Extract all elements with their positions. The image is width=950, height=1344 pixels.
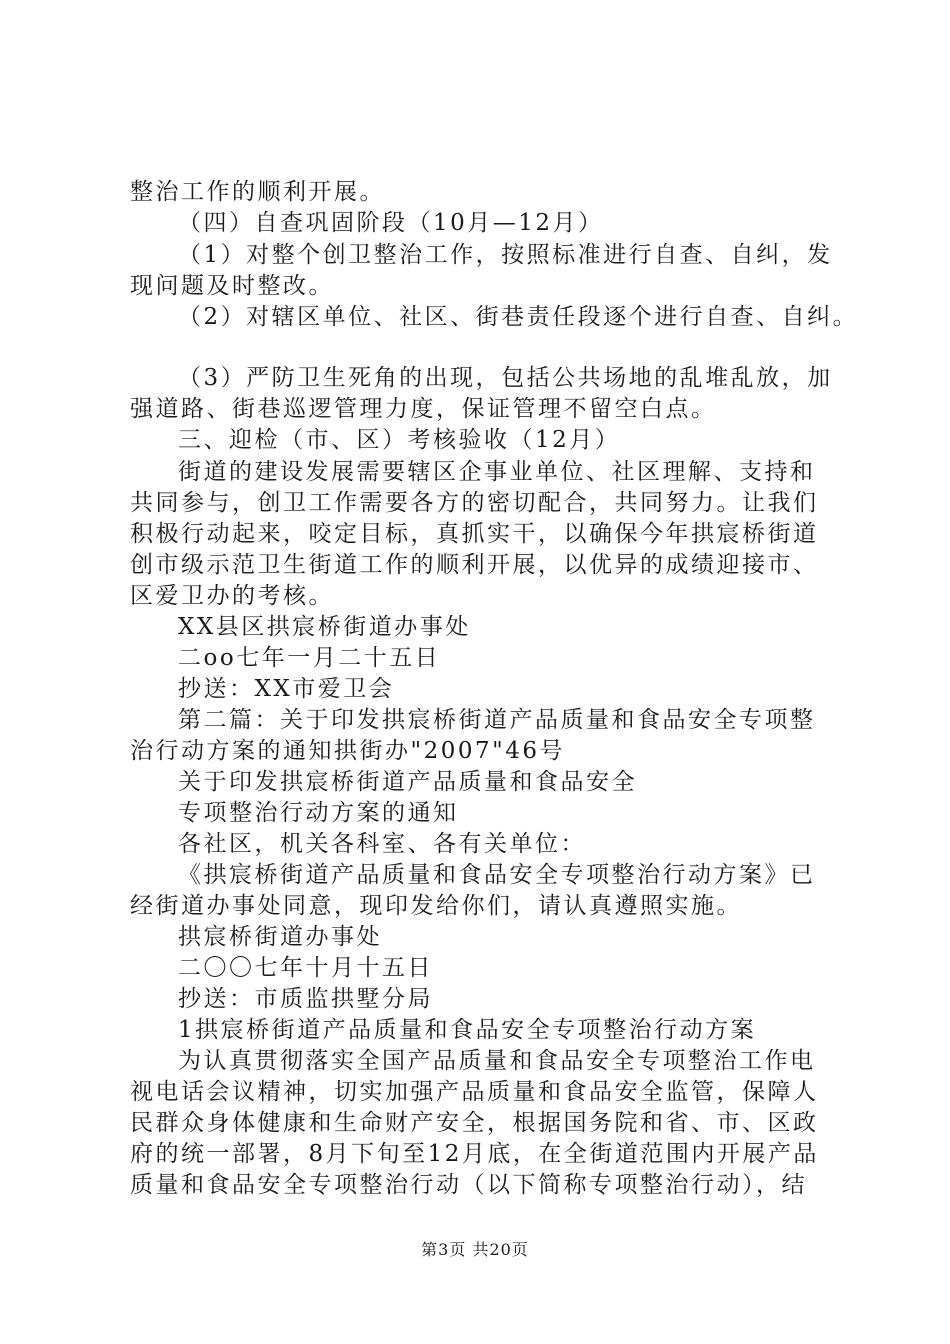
chapter-title: 第二篇：关于印发拱宸桥街道产品质量和食品安全专项整 (178, 707, 816, 733)
signature-org: 拱宸桥街道办事处 (178, 924, 382, 950)
section-heading: 三、迎检（市、区）考核验收（12月） (178, 427, 621, 453)
text-line: 现问题及时整改。 (130, 273, 334, 299)
text-line: 经街道办事处同意，现印发给你们，请认真遵照实施。 (130, 893, 742, 919)
addressee-line: 各社区，机关各科室、各有关单位： (178, 831, 586, 857)
notice-title: 专项整治行动方案的通知 (178, 800, 459, 826)
text-line: 为认真贯彻落实全国产品质量和食品安全专项整治工作电 (178, 1048, 816, 1074)
signature-date: 二〇〇七年十月十五日 (178, 955, 433, 981)
section-heading: （四）自查巩固阶段（10月—12月） (178, 210, 604, 236)
text-line: 共同参与，创卫工作需要各方的密切配合，共同努力。让我们 (130, 490, 819, 516)
signature-date: 二oo七年一月二十五日 (178, 645, 441, 671)
text-line: 街道的建设发展需要辖区企事业单位、社区理解、支持和 (178, 459, 816, 485)
plan-title: 1拱宸桥街道产品质量和食品安全专项整治行动方案 (178, 1017, 757, 1043)
text-line: （1）对整个创卫整治工作，按照标准进行自查、自纠，发 (178, 242, 833, 268)
cc-line: 抄送：XX市爱卫会 (178, 676, 395, 702)
chapter-title: 治行动方案的通知拱街办"2007"46号 (130, 738, 565, 764)
text-line: 视电话会议精神，切实加强产品质量和食品安全监管，保障人 (130, 1079, 819, 1105)
text-line: 民群众身体健康和生命财产安全，根据国务院和省、市、区政 (130, 1110, 819, 1136)
page-number-footer: 第3页 共20页 (421, 1240, 529, 1259)
text-line: （3）严防卫生死角的出现，包括公共场地的乱堆乱放，加 (178, 365, 833, 391)
text-line: 区爱卫办的考核。 (130, 583, 334, 609)
notice-title: 关于印发拱宸桥街道产品质量和食品安全 (178, 769, 637, 795)
text-line: 整治工作的顺利开展。 (130, 179, 385, 205)
text-line: 府的统一部署，8月下旬至12月底，在全街道范围内开展产品 (130, 1141, 819, 1167)
text-line: 积极行动起来，咬定目标，真抓实干，以确保今年拱宸桥街道 (130, 521, 819, 547)
cc-line: 抄送：市质监拱墅分局 (178, 986, 433, 1012)
text-line: 质量和食品安全专项整治行动（以下简称专项整治行动），结 (130, 1172, 807, 1198)
text-line: 创市级示范卫生街道工作的顺利开展，以优异的成绩迎接市、 (130, 552, 819, 578)
text-line: 《拱宸桥街道产品质量和食品安全专项整治行动方案》已 (178, 862, 816, 888)
signature-org: XX县区拱宸桥街道办事处 (178, 614, 471, 640)
text-line: （2）对辖区单位、社区、街巷责任段逐个进行自查、自纠。 (178, 304, 859, 330)
text-line: 强道路、街巷巡逻管理力度，保证管理不留空白点。 (130, 396, 717, 422)
